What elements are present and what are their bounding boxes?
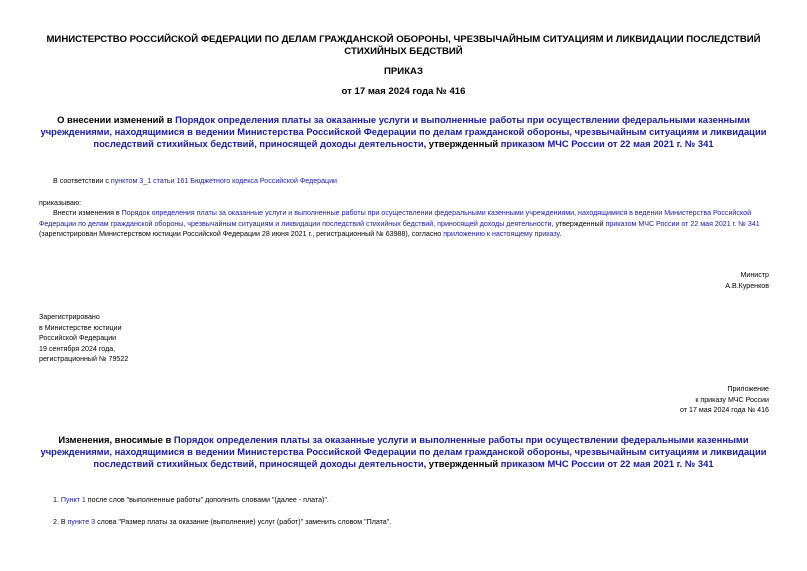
appendix-block	[680, 384, 769, 416]
changes-order-link[interactable]: приказом МЧС России от 22 мая 2021 г. № 341	[500, 458, 714, 470]
item2-text: слова "Размер платы за оказание (выполнение) услуг (работ)" заменить словом "Плата".	[95, 518, 392, 526]
appendix-line-1: Приложение	[727, 385, 769, 393]
order-word: приказываю:	[39, 199, 82, 207]
registration-block	[39, 312, 128, 365]
changes-title-prefix: Изменения, вносимые в	[58, 434, 174, 445]
signature-name: А.В.Куренков	[725, 281, 769, 290]
budget-code-link[interactable]: пунктом 3_1 статьи 161 Бюджетного кодекса Российской Федерации	[110, 177, 338, 185]
basis-paragraph	[53, 176, 773, 187]
item1-prefix: 1.	[53, 496, 61, 504]
document-title	[40, 114, 767, 151]
item1-point-link[interactable]: Пункт 1	[60, 496, 86, 504]
signature-position: Министр	[740, 271, 769, 279]
registration-line-2: в Министерстве юстиции	[39, 323, 122, 332]
signature-block	[725, 270, 769, 291]
registration-line-4: 19 сентября 2024 года,	[39, 344, 116, 353]
body-procedure-link[interactable]: Порядок определения платы за оказанные услуги и выполненные работы при осуществлении федеральными казенными учреждениями, находящимися в ведении Министерства Российской Федерации по делам гражданской обороны, чрезвычайным ситуациям и ликвидации последствий стихийных бедствий, приносящей доходы деятельности	[39, 209, 752, 228]
item2-point-link[interactable]: пункте 3	[67, 518, 96, 526]
item2-prefix: 2. В	[53, 518, 68, 526]
appendix-line-2: к приказу МЧС России	[695, 395, 769, 404]
body-order-link[interactable]: приказом МЧС России от 22 мая 2021 г. № 341	[605, 219, 760, 228]
title-procedure-link[interactable]: Порядок определения платы за оказанные услуги и выполненные работы при осуществлении федеральными казенными учреждениями, находящимися в ведении Министерства Российской Федерации по делам гражданской обороны, чрезвычайным ситуациям и ликвидации последствий стихийных бедствий, приносящей доходы деятельности	[40, 114, 767, 150]
body-middle2: (зарегистрирован Министерством юстиции Российской Федерации 28 июня 2021 г., регистрационный № 63988), согласно	[39, 230, 444, 239]
changes-title-middle: , утвержденный	[423, 458, 501, 470]
changes-procedure-link[interactable]: Порядок определения платы за оказанные услуги и выполненные работы при осуществлении федеральными казенными учреждениями, находящимися в ведении Министерства Российской Федерации по делам гражданской обороны, чрезвычайным ситуациям и ликвидации последствий стихийных бедствий, приносящей доходы деятельности	[40, 434, 767, 470]
title-order-link[interactable]: приказом МЧС России от 22 мая 2021 г. № 341	[500, 138, 714, 150]
ministry-heading: МИНИСТЕРСТВО РОССИЙСКОЙ ФЕДЕРАЦИИ ПО ДЕЛАМ ГРАЖДАНСКОЙ ОБОРОНЫ, ЧРЕЗВЫЧАЙНЫМ СИТУАЦИЯМ И ЛИКВИДАЦИИ ПОСЛЕДСТВИЙ СТИХИЙНЫХ БЕДСТВИЙ	[46, 34, 761, 57]
title-middle: , утвержденный	[423, 138, 501, 150]
change-item-1	[53, 495, 329, 506]
item1-text: после слов "выполненные работы" дополнить словами "(далее - плата)".	[85, 496, 329, 504]
registration-line-1: Зарегистрировано	[39, 313, 100, 321]
registration-line-5: регистрационный № 79522	[39, 355, 129, 364]
appendix-line-3: от 17 мая 2024 года № 416	[680, 406, 769, 415]
doc-date-number: от 17 мая 2024 года № 416	[341, 86, 466, 97]
body-suffix: .	[559, 230, 562, 239]
change-item-2	[53, 517, 391, 528]
body-prefix: Внести изменения в	[53, 209, 122, 217]
body-paragraph	[39, 208, 770, 240]
title-prefix: О внесении изменений в	[57, 114, 176, 125]
changes-title	[40, 434, 767, 471]
body-middle: , утвержденный	[551, 219, 606, 228]
registration-line-3: Российской Федерации	[39, 334, 117, 343]
basis-prefix: В соответствии с	[53, 177, 111, 185]
doc-type-heading: ПРИКАЗ	[384, 66, 423, 77]
appendix-link[interactable]: приложению к настоящему приказу	[443, 230, 560, 239]
